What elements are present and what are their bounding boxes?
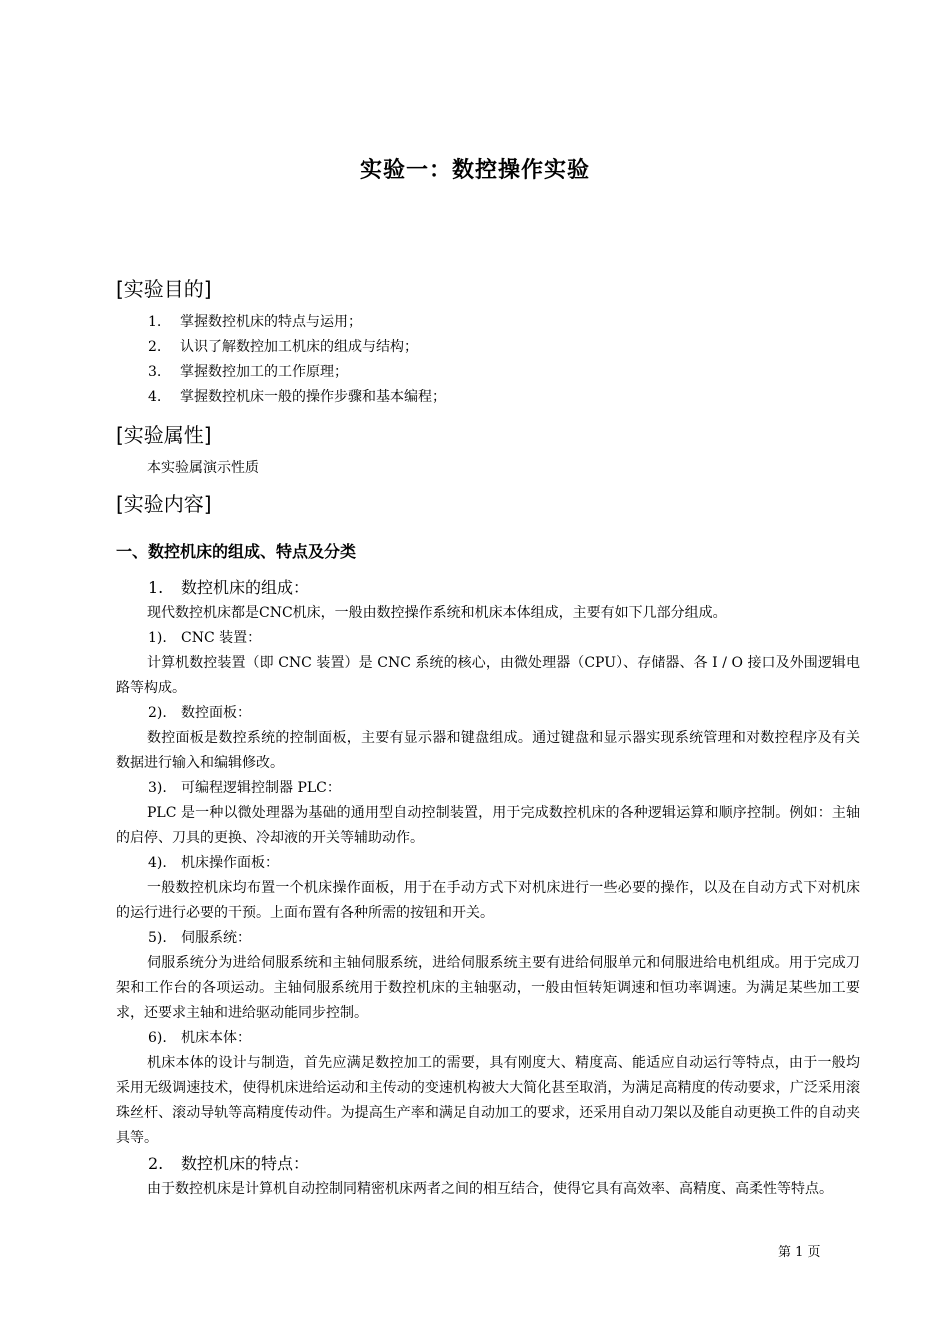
section-title: 一、数控机床的组成、特点及分类 xyxy=(116,542,357,561)
paragraph: 机床本体的设计与制造，首先应满足数控加工的需要，具有刚度大、精度高、能适应自动运行等特点，由于一般均采用无级调速技术，使得机床进给运动和主传动的变速机构被大大简化甚至取消，为满足高精度的传动要求，广泛采用滚珠丝杆、滚动导轨等高精度传动件。为提高生产率和满足自动加工的要求，还采用自动刀架以及能自动更换工件的自动夹具等。 xyxy=(116,1055,860,1146)
part-heading: 3). 可编程逻辑控制器 PLC： xyxy=(148,780,341,796)
part-heading: 4). 机床操作面板： xyxy=(148,855,279,871)
attribute-heading: [实验属性] xyxy=(116,423,212,447)
page-number: 第 1 页 xyxy=(778,1245,821,1260)
document-body xyxy=(116,272,860,1202)
part-heading: 5). 伺服系统： xyxy=(148,930,251,946)
paragraph: 一般数控机床均布置一个机床操作面板，用于在手动方式下对机床进行一些必要的操作，以及在自动方式下对机床的运行进行必要的干预。上面布置有各种所需的按钮和开关。 xyxy=(116,880,860,921)
paragraph: 现代数控机床都是CNC机床，一般由数控操作系统和机床本体组成，主要有如下几部分组成。 xyxy=(147,605,727,621)
content-heading: [实验内容] xyxy=(116,492,212,516)
purpose-heading: [实验目的] xyxy=(116,277,212,301)
list-item: 2. 认识了解数控加工机床的组成与结构； xyxy=(148,339,418,355)
paragraph: PLC 是一种以微处理器为基础的通用型自动控制装置，用于完成数控机床的各种逻辑运算和顺序控制。例如：主轴的启停、刀具的更换、冷却液的开关等辅助动作。 xyxy=(116,805,860,846)
part-heading: 2). 数控面板： xyxy=(148,705,251,721)
paragraph: 由于数控机床是计算机自动控制同精密机床两者之间的相互结合，使得它具有高效率、高精度、高柔性等特点。 xyxy=(147,1181,833,1197)
list-item: 4. 掌握数控机床一般的操作步骤和基本编程； xyxy=(148,389,446,405)
paragraph: 数控面板是数控系统的控制面板，主要有显示器和键盘组成。通过键盘和显示器实现系统管理和对数控程序及有关数据进行输入和编辑修改。 xyxy=(116,730,860,771)
part-heading: 6). 机床本体： xyxy=(148,1030,251,1046)
paragraph: 伺服系统分为进给伺服系统和主轴伺服系统，进给伺服系统主要有进给伺服单元和伺服进给电机组成。用于完成刀架和工作台的各项运动。主轴伺服系统用于数控机床的主轴驱动，一般由恒转矩调速和恒功率调速。为满足某些加工要求，还要求主轴和进给驱动能同步控制。 xyxy=(116,955,860,1021)
part-heading: 1). CNC 装置： xyxy=(148,630,262,646)
point-heading: 2. 数控机床的特点： xyxy=(148,1154,310,1173)
paragraph: 计算机数控装置（即 CNC 装置）是 CNC 系统的核心，由微处理器（CPU）、存储器、各 I / O 接口及外围逻辑电路等构成。 xyxy=(116,655,860,696)
list-item: 3. 掌握数控加工的工作原理； xyxy=(148,364,348,380)
point-heading: 1. 数控机床的组成： xyxy=(148,578,310,597)
list-item: 1. 掌握数控机床的特点与运用； xyxy=(148,314,362,330)
purpose-list xyxy=(116,310,860,410)
page-title: 实验一：数控操作实验 xyxy=(359,158,590,183)
attribute-text: 本实验属演示性质 xyxy=(147,460,259,476)
